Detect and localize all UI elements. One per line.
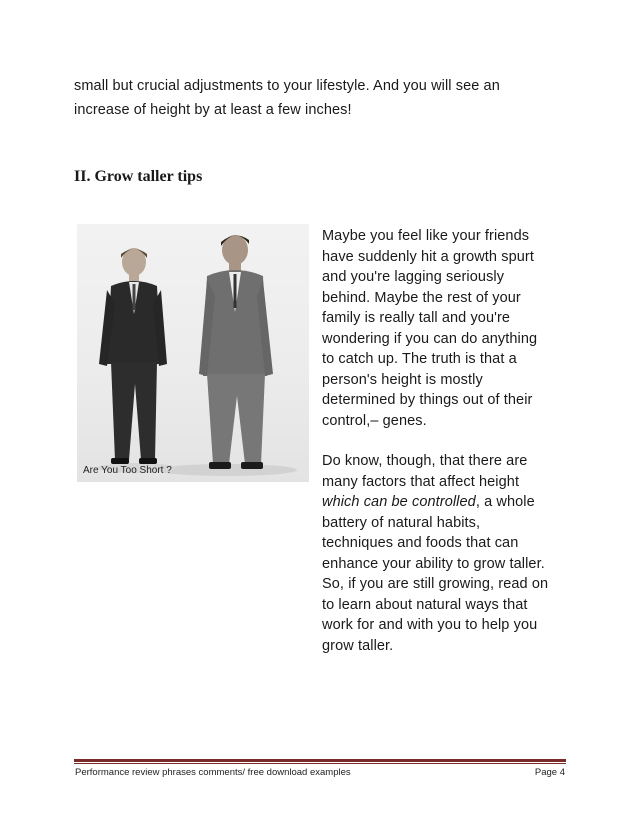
text-line: enhance your ability to grow taller. xyxy=(322,555,545,572)
intro-line: increase of height by at least a few inches! xyxy=(74,102,352,118)
text-line: grow taller. xyxy=(322,637,394,654)
text-fragment: , a whole xyxy=(475,494,535,510)
text-line: Do know, though, that there are xyxy=(322,453,528,469)
text-line: determined by things out of their xyxy=(322,392,533,408)
text-line: many factors that affect height xyxy=(322,473,520,490)
paragraph-1 xyxy=(322,226,572,431)
height-comparison-photo xyxy=(77,224,309,482)
text-line: family is really tall and you're xyxy=(322,310,511,326)
paragraph-2 xyxy=(322,451,572,656)
text-column xyxy=(322,226,572,656)
footer-rule-thin xyxy=(74,763,566,764)
text-line xyxy=(322,492,572,513)
text-line: wondering if you can do anything xyxy=(322,330,538,347)
text-line: Maybe you feel like your friends xyxy=(322,228,530,244)
text-line: techniques and foods that can xyxy=(322,535,519,551)
text-line: person's height is mostly xyxy=(322,371,483,388)
intro-paragraph xyxy=(74,74,554,122)
text-line: work for and with you to help you xyxy=(322,617,538,633)
two-men-illustration xyxy=(77,224,309,482)
footer-title: Performance review phrases comments/ free download examples xyxy=(75,767,351,778)
section-heading: II. Grow taller tips xyxy=(74,168,203,185)
intro-line: small but crucial adjustments to your lifestyle. And you will see an xyxy=(74,78,500,94)
image-caption: Are You Too Short ? xyxy=(83,465,172,476)
text-line: to catch up. The truth is that a xyxy=(322,351,517,367)
text-line: have suddenly hit a growth spurt xyxy=(322,248,534,265)
short-man-figure xyxy=(99,248,167,464)
text-line: and you're lagging seriously xyxy=(322,269,505,285)
text-line: So, if you are still growing, read on xyxy=(322,576,549,592)
text-line: to learn about natural ways that xyxy=(322,596,528,613)
text-line: battery of natural habits, xyxy=(322,514,481,531)
footer-rule-thick xyxy=(74,759,566,762)
tall-man-figure xyxy=(199,235,273,469)
text-line: control,– genes. xyxy=(322,412,427,429)
text-line: behind. Maybe the rest of your xyxy=(322,289,521,306)
emphasized-text: which can be controlled xyxy=(322,494,476,510)
page-number: Page 4 xyxy=(534,767,565,778)
